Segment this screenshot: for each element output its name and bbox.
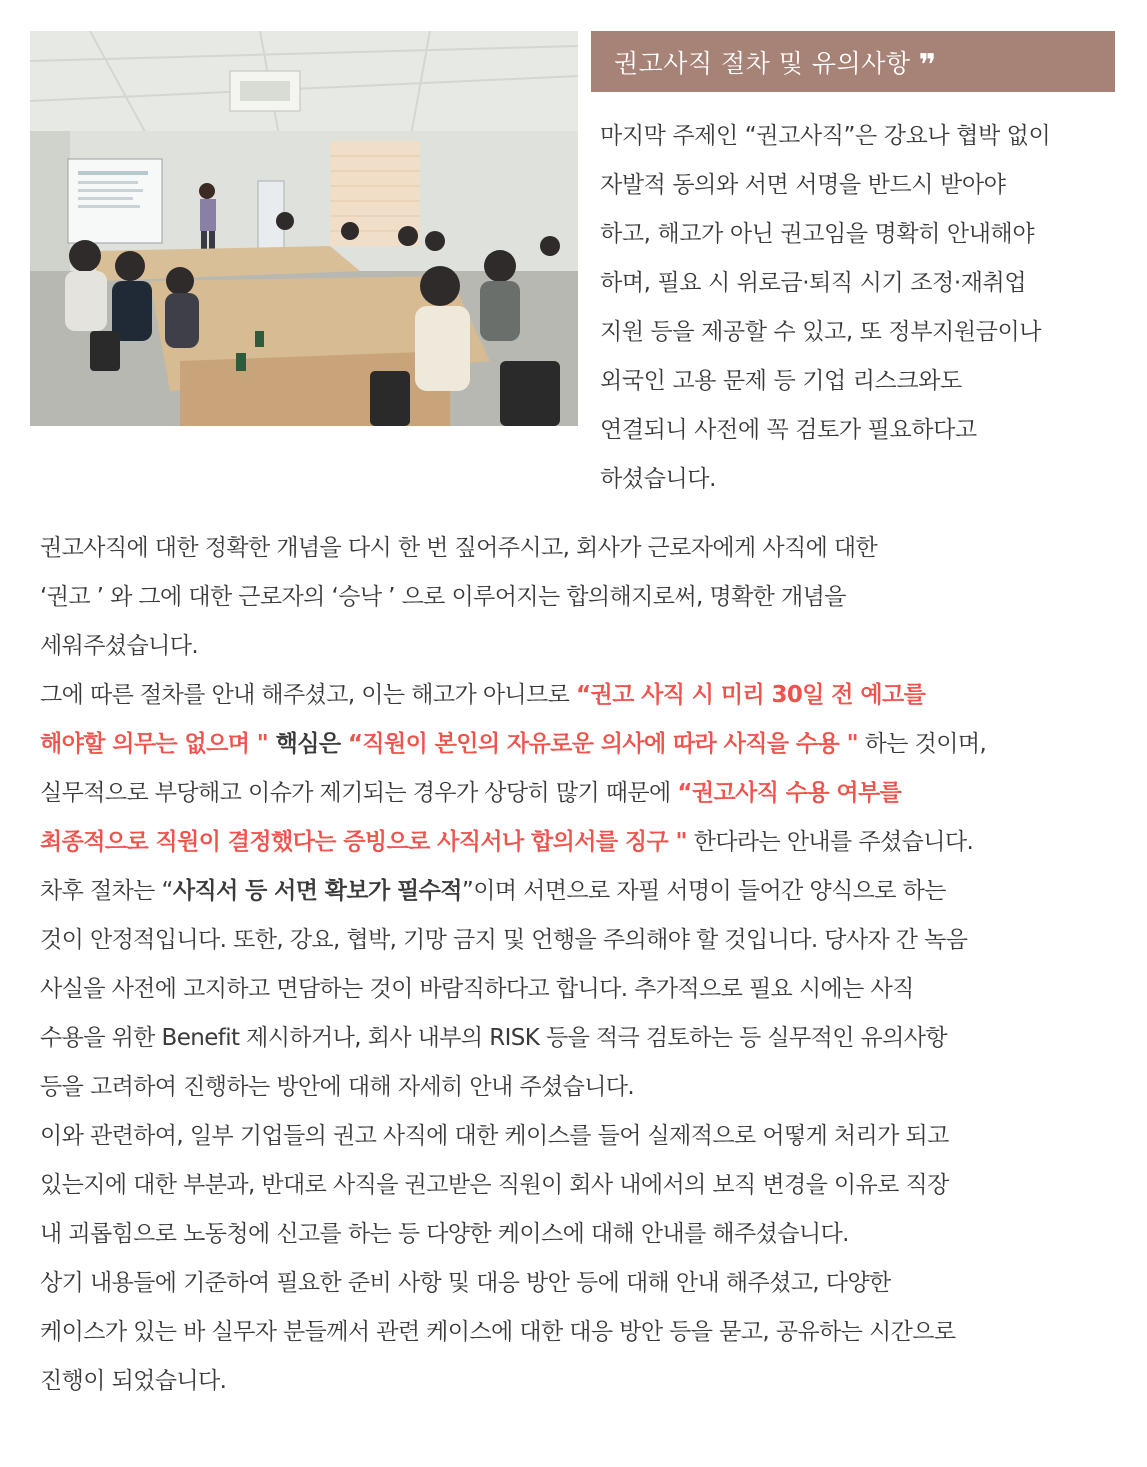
bold-text: 핵심은: [268, 731, 348, 757]
side-line: 하며, 필요 시 위로금·퇴직 시기 조정·재취업: [600, 270, 1027, 296]
body-line: [40, 867, 1135, 916]
quote-mark-icon: ❞: [918, 48, 937, 83]
body-line: 내 괴롭힘으로 노동청에 신고를 하는 등 다양한 케이스에 대해 안내를 해주셨습니다.: [40, 1221, 849, 1247]
side-line: 외국인 고용 문제 등 기업 리스크와도: [600, 368, 962, 394]
highlight-text: “직원이 본인의 자유로운 의사에 따라 사직을 수용 ": [347, 731, 858, 757]
body-text: 그에 따른 절차를 안내 해주셨고, 이는 해고가 아니므로: [40, 682, 576, 708]
body-line: 등을 고려하여 진행하는 방안에 대해 자세히 안내 주셨습니다.: [40, 1074, 635, 1100]
body-line: 있는지에 대한 부분과, 반대로 사직을 권고받은 직원이 회사 내에서의 보직 변경을 이유로 직장: [40, 1172, 949, 1198]
body-line: 진행이 되었습니다.: [40, 1368, 227, 1394]
side-line: 자발적 동의와 서면 서명을 반드시 받아야: [600, 172, 1006, 198]
highlight-text: 해야할 의무는 없으며 ": [40, 731, 269, 757]
side-line: 하고, 해고가 아닌 권고임을 명확히 안내해야: [600, 221, 1035, 247]
section-title: 권고사직 절차 및 유의사항: [614, 48, 911, 78]
highlight-text: 최종적으로 직원이 결정했다는 증빙으로 사직서나 합의서를 징구 ": [40, 829, 687, 855]
side-line: 연결되니 사전에 꼭 검토가 필요하다고: [600, 417, 977, 443]
side-paragraph: [600, 112, 1120, 504]
body-line: 수용을 위한 Benefit 제시하거나, 회사 내부의 RISK 등을 적극 검토하는 등 실무적인 유의사항: [40, 1025, 948, 1051]
body-line: 상기 내용들에 기준하여 필요한 준비 사항 및 대응 방안 등에 대해 안내 해주셨고, 다양한: [40, 1270, 891, 1296]
body-line: 사실을 사전에 고지하고 면담하는 것이 바람직하다고 합니다. 추가적으로 필요 시에는 사직: [40, 976, 914, 1002]
body-line: [40, 720, 1135, 769]
body-line: [40, 769, 1135, 818]
section-title-bar: [591, 31, 1115, 92]
body-line: [40, 818, 1135, 867]
body-line: ‘권고 ’ 와 그에 대한 근로자의 ‘승낙 ’ 으로 이루어지는 합의해지로써, 명확한 개념을: [40, 584, 846, 610]
body-line: [40, 671, 1135, 720]
body-text: 차후 절차는 “: [40, 878, 173, 904]
body-text: ”이며 서면으로 자필 서명이 들어간 양식으로 하는: [461, 878, 946, 904]
body-line: 것이 안정적입니다. 또한, 강요, 협박, 기망 금지 및 언행을 주의해야 할 것입니다. 당사자 간 녹음: [40, 927, 968, 953]
body-line: 이와 관련하여, 일부 기업들의 권고 사직에 대한 케이스를 들어 실제적으로 어떻게 처리가 되고: [40, 1123, 949, 1149]
seminar-photo: [30, 31, 578, 426]
highlight-text: “권고사직 수용 여부를: [677, 780, 902, 806]
body-line: 권고사직에 대한 정확한 개념을 다시 한 번 짚어주시고, 회사가 근로자에게 사직에 대한: [40, 535, 878, 561]
highlight-text: “권고 사직 시 미리 30일 전 예고를: [576, 682, 926, 708]
body-text: 하는 것이며,: [857, 731, 987, 757]
body-text: 실무적으로 부당해고 이슈가 제기되는 경우가 상당히 많기 때문에: [40, 780, 678, 806]
body-paragraph: [40, 524, 1135, 1406]
body-line: 세워주셨습니다.: [40, 633, 199, 659]
side-line: 하셨습니다.: [600, 466, 717, 492]
body-text: 한다라는 안내를 주셨습니다.: [686, 829, 974, 855]
body-line: 케이스가 있는 바 실무자 분들께서 관련 케이스에 대한 대응 방안 등을 묻고, 공유하는 시간으로: [40, 1319, 956, 1345]
side-line: 마지막 주제인 “권고사직”은 강요나 협박 없이: [600, 123, 1051, 149]
side-line: 지원 등을 제공할 수 있고, 또 정부지원금이나: [600, 319, 1042, 345]
bold-text: 사직서 등 서면 확보가 필수적: [172, 878, 462, 904]
